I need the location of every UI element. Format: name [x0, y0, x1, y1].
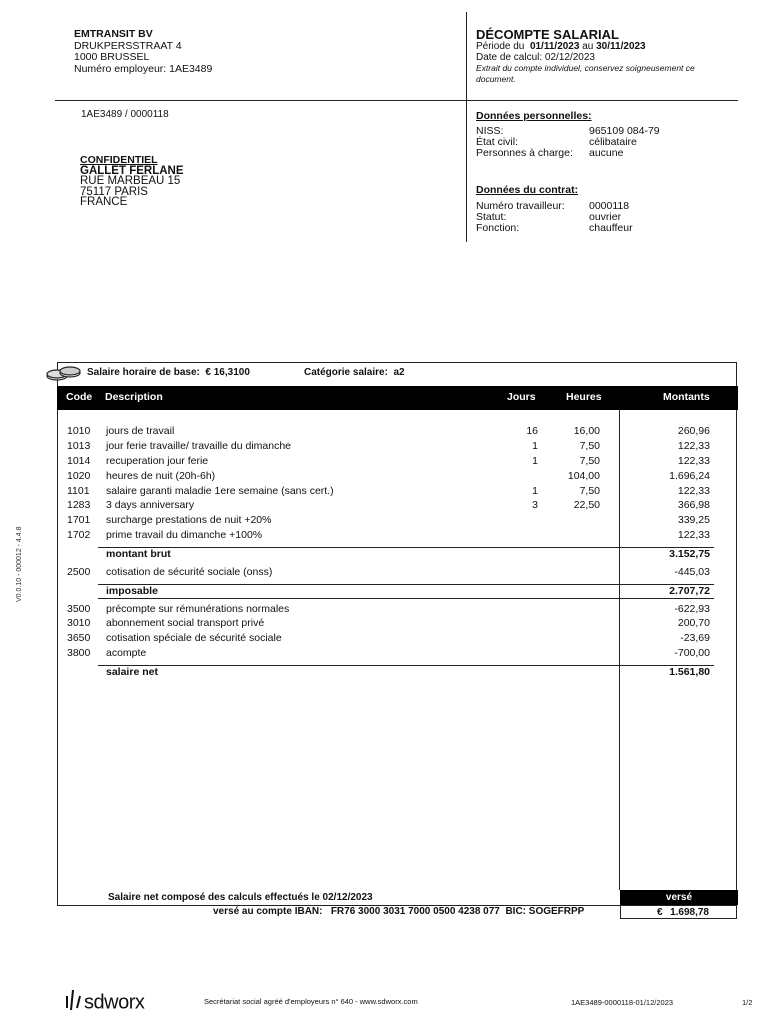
addressee-name: GALLET FERLANE	[80, 164, 184, 177]
footer-text: Secrétariat social agréé d'employeurs n° 640 - www.sdworx.com	[204, 997, 418, 1006]
header-description: Description	[105, 391, 163, 403]
personal-data-title: Données personnelles:	[476, 110, 592, 122]
iban-line	[213, 906, 584, 917]
deduction-amount: -622,93	[674, 603, 710, 615]
addressee-city: 75117 PARIS	[80, 185, 148, 198]
row-days: 16	[526, 425, 538, 437]
deduction-amount: 200,70	[677, 617, 710, 629]
bic-label: BIC:	[505, 906, 526, 917]
logo-text: sdworx	[84, 991, 145, 1014]
onss-amount: -445,03	[674, 566, 710, 578]
period-to: 30/11/2023	[596, 41, 646, 52]
employer-city: 1000 BRUSSEL	[74, 51, 150, 63]
row-code: 1014	[67, 455, 91, 467]
employer-block	[74, 29, 212, 75]
row-days	[496, 469, 538, 483]
paid-amount: 1.698,78	[670, 907, 709, 918]
header-days: Jours	[507, 391, 536, 403]
base-salary-value: € 16,3100	[205, 367, 250, 378]
row-hours: 16,00	[573, 425, 600, 437]
page-number: 1/2	[742, 998, 753, 1007]
row-code: 1283	[67, 499, 91, 511]
onss-desc: cotisation de sécurité sociale (onss)	[106, 566, 273, 578]
gross-label: montant brut	[106, 548, 171, 560]
header-code: Code	[66, 391, 93, 403]
niss-label: NISS:	[476, 125, 504, 137]
row-code: 1020	[67, 470, 91, 482]
row-days: 1	[532, 440, 538, 452]
row-desc: surcharge prestations de nuit +20%	[106, 514, 272, 526]
row-code: 1010	[67, 425, 91, 437]
row-desc: prime travail du dimanche +100%	[106, 529, 263, 541]
period-to-label: au	[582, 41, 594, 52]
row-hours: 7,50	[579, 455, 600, 467]
base-salary	[87, 367, 250, 378]
sdworx-logo	[64, 988, 144, 1018]
contract-data-title: Données du contrat:	[476, 184, 579, 196]
row-hours	[550, 513, 600, 527]
confidential-label: CONFIDENTIEL	[80, 154, 158, 166]
salary-category	[304, 367, 405, 378]
salary-category-label: Catégorie salaire:	[304, 367, 388, 378]
row-code: 1101	[67, 485, 90, 497]
extract-note: Extrait du compte individuel, conservez soigneusement ce document.	[476, 63, 695, 84]
status-value: ouvrier	[589, 211, 622, 223]
row-amount: 260,96	[677, 425, 710, 437]
function-value: chauffeur	[589, 222, 633, 234]
addressee-country: FRANCE	[80, 196, 128, 208]
header-divider-horizontal	[55, 100, 738, 101]
row-desc: jours de travail	[106, 425, 175, 437]
row-days: 3	[532, 499, 538, 511]
salary-category-value: a2	[393, 367, 405, 378]
header-divider-vertical	[466, 12, 467, 242]
reference-number: 1AE3489 / 0000118	[81, 109, 169, 120]
row-desc: 3 days anniversary	[106, 499, 195, 511]
net-label: salaire net	[106, 666, 158, 678]
header-amounts: Montants	[663, 391, 710, 403]
row-hours: 7,50	[579, 440, 600, 452]
status-label: Statut:	[476, 211, 507, 223]
row-amount: 339,25	[677, 514, 710, 526]
row-code: 1702	[67, 529, 91, 541]
dependents-label: Personnes à charge:	[476, 147, 573, 159]
row-code: 1701	[67, 514, 91, 526]
function-label: Fonction:	[476, 222, 520, 234]
net-composition-note: Salaire net composé des calculs effectués le 02/12/2023	[108, 892, 373, 903]
iban-label: versé au compte IBAN:	[213, 906, 323, 917]
deduction-desc: cotisation spéciale de sécurité sociale	[106, 632, 282, 644]
period	[476, 41, 646, 52]
deduction-code: 3500	[67, 603, 91, 615]
paid-amount-box	[620, 905, 737, 919]
gross-amount: 3.152,75	[669, 548, 710, 560]
iban-value: FR76 3000 3031 7000 0500 4238 077	[330, 906, 500, 917]
row-hours: 22,50	[573, 499, 600, 511]
paid-currency: €	[657, 907, 663, 918]
paid-header: versé	[620, 890, 738, 905]
employer-name: EMTRANSIT BV	[74, 28, 153, 40]
dependents-value: aucune	[589, 147, 624, 159]
table-header	[57, 386, 738, 410]
row-amount: 122,33	[677, 440, 710, 452]
row-days	[496, 513, 538, 527]
row-code: 1013	[67, 440, 91, 452]
row-amount: 122,33	[677, 529, 710, 541]
row-amount: 1.696,24	[669, 470, 710, 482]
row-days: 1	[532, 485, 538, 497]
row-amount: 122,33	[677, 455, 710, 467]
footer-reference: 1AE3489-0000118-01/12/2023	[571, 998, 674, 1007]
net-amount: 1.561,80	[669, 666, 710, 678]
civil-status-value: célibataire	[589, 136, 637, 148]
header-hours: Heures	[566, 391, 602, 403]
row-amount: 366,98	[677, 499, 710, 511]
row-hours	[550, 528, 600, 542]
row-days	[496, 528, 538, 542]
niss-value: 965109 084-79	[589, 125, 660, 137]
row-hours: 104,00	[567, 470, 600, 482]
period-from: 01/11/2023	[529, 41, 580, 52]
deduction-desc: abonnement social transport privé	[106, 617, 265, 629]
taxable-line-bottom	[98, 598, 714, 599]
onss-code: 2500	[67, 566, 91, 578]
row-desc: jour ferie travaille/ travaille du dimanche	[106, 440, 292, 452]
deduction-code: 3010	[67, 617, 91, 629]
employer-street: DRUKPERSSTRAAT 4	[74, 39, 182, 52]
logo-icon	[64, 988, 84, 1018]
row-days: 1	[532, 455, 538, 467]
deduction-code: 3800	[67, 647, 91, 659]
document-title: DÉCOMPTE SALARIAL	[476, 27, 619, 42]
side-version: V0.0.10 - 000012 - 4.4.8	[16, 526, 23, 602]
addressee-street: RUE MARBEAU 15	[80, 175, 181, 187]
bic-value: SOGEFRPP	[528, 906, 585, 917]
taxable-amount: 2.707,72	[669, 585, 710, 597]
period-label: Période du	[476, 41, 525, 52]
row-desc: salaire garanti maladie 1ere semaine (sans cert.)	[106, 485, 334, 497]
worker-number-value: 0000118	[589, 200, 630, 212]
row-desc: recuperation jour ferie	[106, 455, 209, 467]
base-salary-label: Salaire horaire de base:	[87, 367, 200, 378]
deduction-desc: acompte	[106, 647, 147, 659]
row-amount: 122,33	[677, 485, 710, 497]
worker-number-label: Numéro travailleur:	[476, 200, 565, 212]
row-hours: 7,50	[579, 485, 600, 497]
civil-status-label: État civil:	[476, 136, 519, 148]
deduction-amount: -23,69	[680, 632, 710, 644]
coins-icon	[46, 364, 82, 382]
row-desc: heures de nuit (20h-6h)	[106, 470, 216, 482]
deduction-desc: précompte sur rémunérations normales	[106, 603, 290, 615]
deduction-code: 3650	[67, 632, 91, 644]
deduction-amount: -700,00	[674, 647, 710, 659]
taxable-label: imposable	[106, 585, 158, 597]
addressee-block	[80, 155, 184, 208]
calculation-date: Date de calcul: 02/12/2023	[476, 52, 595, 63]
employer-number: Numéro employeur: 1AE3489	[74, 62, 213, 75]
